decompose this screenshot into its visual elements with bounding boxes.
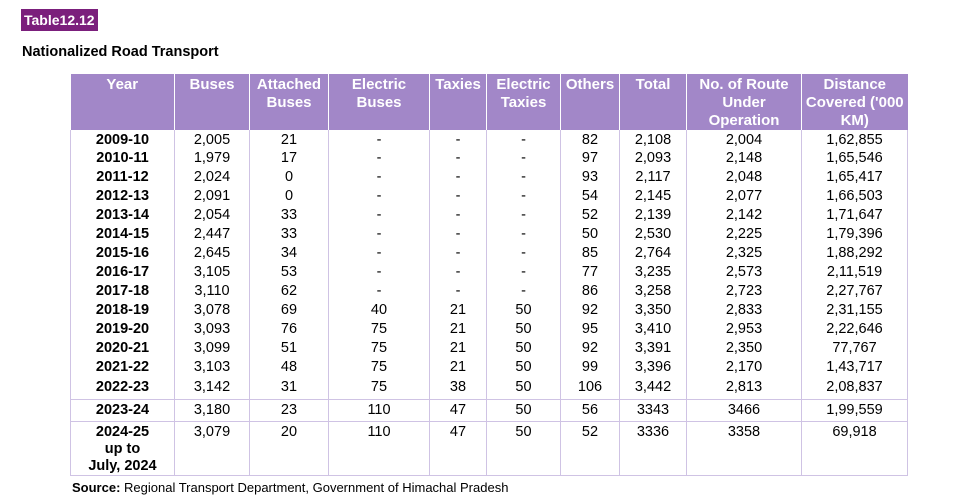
cell-attached-buses: 20 (250, 421, 329, 475)
cell-electric-taxies: - (487, 168, 561, 187)
cell-taxies: - (430, 130, 487, 149)
cell-others: 106 (561, 377, 620, 399)
cell-distance: 1,65,546 (802, 149, 908, 168)
cell-others: 52 (561, 421, 620, 475)
source-note (72, 480, 508, 495)
cell-attached-buses: 48 (250, 358, 329, 377)
cell-attached-buses: 53 (250, 263, 329, 282)
cell-attached-buses: 33 (250, 225, 329, 244)
cell-routes: 2,350 (687, 339, 802, 358)
cell-taxies: - (430, 168, 487, 187)
cell-buses: 2,091 (175, 187, 250, 206)
cell-attached-buses: 69 (250, 301, 329, 320)
cell-distance: 2,11,519 (802, 263, 908, 282)
header-routes: No. of Route Under Operation (687, 74, 802, 130)
cell-taxies: - (430, 263, 487, 282)
cell-electric-buses: 75 (329, 339, 430, 358)
cell-attached-buses: 33 (250, 206, 329, 225)
table-row (71, 187, 908, 206)
cell-buses: 2,024 (175, 168, 250, 187)
cell-buses: 3,078 (175, 301, 250, 320)
cell-others: 77 (561, 263, 620, 282)
cell-taxies: 21 (430, 339, 487, 358)
cell-year: 2018-19 (71, 301, 175, 320)
header-electric-buses: Electric Buses (329, 74, 430, 130)
cell-electric-buses: 75 (329, 377, 430, 399)
cell-total: 3,391 (620, 339, 687, 358)
cell-others: 52 (561, 206, 620, 225)
cell-distance: 2,31,155 (802, 301, 908, 320)
cell-electric-taxies: - (487, 149, 561, 168)
cell-year: 2019-20 (71, 320, 175, 339)
cell-attached-buses: 23 (250, 399, 329, 421)
cell-buses: 2,447 (175, 225, 250, 244)
cell-buses: 3,180 (175, 399, 250, 421)
header-others: Others (561, 74, 620, 130)
road-transport-table (70, 74, 908, 476)
cell-electric-taxies: - (487, 206, 561, 225)
cell-electric-buses: - (329, 206, 430, 225)
cell-taxies: 21 (430, 358, 487, 377)
cell-taxies: - (430, 244, 487, 263)
cell-others: 99 (561, 358, 620, 377)
cell-others: 93 (561, 168, 620, 187)
table-row (71, 377, 908, 399)
cell-electric-taxies: - (487, 263, 561, 282)
cell-routes: 3358 (687, 421, 802, 475)
cell-buses: 2,645 (175, 244, 250, 263)
cell-distance: 1,65,417 (802, 168, 908, 187)
cell-year: 2015-16 (71, 244, 175, 263)
cell-electric-buses: - (329, 263, 430, 282)
cell-total: 2,145 (620, 187, 687, 206)
cell-electric-taxies: - (487, 130, 561, 149)
cell-routes: 2,953 (687, 320, 802, 339)
cell-electric-taxies: 50 (487, 339, 561, 358)
cell-year: 2023-24 (71, 399, 175, 421)
cell-routes: 2,813 (687, 377, 802, 399)
cell-routes: 3466 (687, 399, 802, 421)
cell-distance: 69,918 (802, 421, 908, 475)
cell-electric-taxies: - (487, 187, 561, 206)
cell-total: 3,396 (620, 358, 687, 377)
cell-attached-buses: 0 (250, 168, 329, 187)
cell-others: 56 (561, 399, 620, 421)
year-line-2: up to (104, 440, 141, 457)
header-attached-buses: Attached Buses (250, 74, 329, 130)
cell-electric-taxies: - (487, 225, 561, 244)
cell-electric-buses: 110 (329, 421, 430, 475)
cell-electric-buses: - (329, 168, 430, 187)
cell-taxies: - (430, 187, 487, 206)
cell-routes: 2,077 (687, 187, 802, 206)
cell-distance: 2,08,837 (802, 377, 908, 399)
cell-taxies: - (430, 206, 487, 225)
cell-total: 3,410 (620, 320, 687, 339)
table-row (71, 301, 908, 320)
cell-electric-taxies: - (487, 282, 561, 301)
year-line-3: July, 2024 (88, 457, 157, 474)
cell-taxies: 21 (430, 320, 487, 339)
cell-buses: 1,979 (175, 149, 250, 168)
cell-distance: 2,22,646 (802, 320, 908, 339)
cell-year: 2022-23 (71, 377, 175, 399)
cell-total: 2,530 (620, 225, 687, 244)
cell-year: 2014-15 (71, 225, 175, 244)
table-row (71, 339, 908, 358)
table-row (71, 130, 908, 149)
cell-routes: 2,004 (687, 130, 802, 149)
cell-attached-buses: 62 (250, 282, 329, 301)
header-electric-taxies: Electric Taxies (487, 74, 561, 130)
table-row (71, 149, 908, 168)
cell-electric-taxies: 50 (487, 421, 561, 475)
cell-others: 82 (561, 130, 620, 149)
cell-year: 2010-11 (71, 149, 175, 168)
cell-year: 2012-13 (71, 187, 175, 206)
cell-electric-buses: 75 (329, 320, 430, 339)
cell-buses: 3,093 (175, 320, 250, 339)
cell-buses: 2,054 (175, 206, 250, 225)
cell-routes: 2,048 (687, 168, 802, 187)
cell-electric-taxies: 50 (487, 301, 561, 320)
table-row (71, 244, 908, 263)
cell-buses: 3,099 (175, 339, 250, 358)
cell-distance: 77,767 (802, 339, 908, 358)
cell-electric-taxies: 50 (487, 399, 561, 421)
cell-year: 2011-12 (71, 168, 175, 187)
cell-electric-taxies: 50 (487, 358, 561, 377)
table-row-2024-25 (71, 421, 908, 475)
cell-others: 85 (561, 244, 620, 263)
cell-distance: 1,99,559 (802, 399, 908, 421)
cell-electric-buses: - (329, 244, 430, 263)
cell-buses: 3,079 (175, 421, 250, 475)
cell-distance: 1,66,503 (802, 187, 908, 206)
cell-total: 3336 (620, 421, 687, 475)
cell-others: 95 (561, 320, 620, 339)
cell-taxies: - (430, 282, 487, 301)
cell-total: 3,350 (620, 301, 687, 320)
table-row (71, 206, 908, 225)
cell-attached-buses: 76 (250, 320, 329, 339)
cell-routes: 2,142 (687, 206, 802, 225)
cell-electric-buses: 110 (329, 399, 430, 421)
cell-attached-buses: 51 (250, 339, 329, 358)
cell-buses: 3,105 (175, 263, 250, 282)
cell-electric-buses: - (329, 130, 430, 149)
cell-year: 2013-14 (71, 206, 175, 225)
cell-total: 3,235 (620, 263, 687, 282)
cell-electric-buses: 40 (329, 301, 430, 320)
header-total: Total (620, 74, 687, 130)
cell-taxies: 38 (430, 377, 487, 399)
cell-electric-taxies: - (487, 244, 561, 263)
cell-distance: 1,43,717 (802, 358, 908, 377)
header-row (71, 74, 908, 130)
cell-electric-taxies: 50 (487, 320, 561, 339)
cell-electric-buses: 75 (329, 358, 430, 377)
cell-taxies: - (430, 225, 487, 244)
cell-distance: 1,88,292 (802, 244, 908, 263)
cell-year (71, 421, 175, 475)
cell-attached-buses: 0 (250, 187, 329, 206)
cell-total: 2,764 (620, 244, 687, 263)
cell-year: 2009-10 (71, 130, 175, 149)
cell-others: 50 (561, 225, 620, 244)
cell-routes: 2,833 (687, 301, 802, 320)
cell-year: 2021-22 (71, 358, 175, 377)
cell-buses: 3,142 (175, 377, 250, 399)
table-row (71, 168, 908, 187)
cell-total: 2,139 (620, 206, 687, 225)
header-distance: Distance Covered ('000 KM) (802, 74, 908, 130)
cell-attached-buses: 21 (250, 130, 329, 149)
table-row (71, 358, 908, 377)
cell-total: 3,442 (620, 377, 687, 399)
cell-distance: 2,27,767 (802, 282, 908, 301)
cell-routes: 2,723 (687, 282, 802, 301)
year-line-1: 2024-25 (95, 423, 150, 440)
table-row (71, 399, 908, 421)
cell-buses: 2,005 (175, 130, 250, 149)
cell-routes: 2,325 (687, 244, 802, 263)
source-label: Source: (72, 480, 121, 495)
table-row (71, 282, 908, 301)
cell-buses: 3,103 (175, 358, 250, 377)
cell-electric-buses: - (329, 187, 430, 206)
cell-attached-buses: 17 (250, 149, 329, 168)
cell-total: 2,117 (620, 168, 687, 187)
cell-taxies: - (430, 149, 487, 168)
cell-others: 97 (561, 149, 620, 168)
table-row (71, 263, 908, 282)
header-taxies: Taxies (430, 74, 487, 130)
cell-taxies: 47 (430, 421, 487, 475)
source-text: Regional Transport Department, Government of Himachal Pradesh (120, 480, 509, 495)
cell-electric-buses: - (329, 149, 430, 168)
cell-year: 2016-17 (71, 263, 175, 282)
cell-taxies: 21 (430, 301, 487, 320)
cell-electric-buses: - (329, 282, 430, 301)
cell-distance: 1,79,396 (802, 225, 908, 244)
cell-routes: 2,148 (687, 149, 802, 168)
cell-routes: 2,225 (687, 225, 802, 244)
cell-routes: 2,170 (687, 358, 802, 377)
cell-buses: 3,110 (175, 282, 250, 301)
header-year: Year (71, 74, 175, 130)
cell-attached-buses: 34 (250, 244, 329, 263)
cell-total: 3,258 (620, 282, 687, 301)
table-number-tag: Table12.12 (21, 9, 98, 31)
cell-year: 2017-18 (71, 282, 175, 301)
cell-distance: 1,71,647 (802, 206, 908, 225)
cell-taxies: 47 (430, 399, 487, 421)
cell-routes: 2,573 (687, 263, 802, 282)
cell-total: 3343 (620, 399, 687, 421)
cell-electric-taxies: 50 (487, 377, 561, 399)
table-row (71, 225, 908, 244)
cell-others: 92 (561, 301, 620, 320)
cell-total: 2,108 (620, 130, 687, 149)
table-title: Nationalized Road Transport (22, 44, 219, 60)
cell-total: 2,093 (620, 149, 687, 168)
cell-year: 2020-21 (71, 339, 175, 358)
cell-others: 54 (561, 187, 620, 206)
table-row (71, 320, 908, 339)
cell-others: 86 (561, 282, 620, 301)
cell-electric-buses: - (329, 225, 430, 244)
cell-attached-buses: 31 (250, 377, 329, 399)
cell-distance: 1,62,855 (802, 130, 908, 149)
header-buses: Buses (175, 74, 250, 130)
cell-others: 92 (561, 339, 620, 358)
